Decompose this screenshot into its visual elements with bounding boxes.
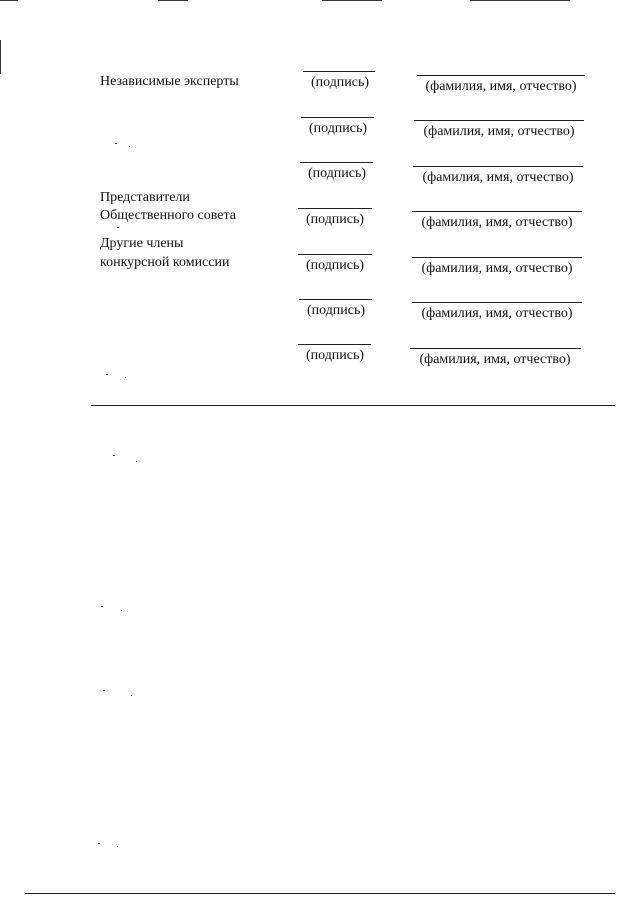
signature-line (299, 299, 372, 300)
scan-mark-left (0, 40, 1, 74)
scan-speck (129, 146, 130, 147)
council-label-line2: Общественного совета (100, 208, 236, 223)
others-label-line2: конкурсной комиссии (100, 255, 230, 270)
bottom-rule (25, 893, 615, 894)
scan-speck (125, 377, 126, 378)
scan-speck (136, 461, 137, 462)
name-line (412, 302, 582, 303)
name-caption: (фамилия, имя, отчество) (422, 170, 574, 185)
others-label-line1: Другие члены (100, 236, 184, 251)
scan-speck (117, 227, 119, 228)
section-divider (91, 405, 615, 406)
signature-line (303, 71, 375, 72)
name-line (412, 211, 582, 212)
scan-speck (117, 846, 118, 847)
scan-speck (103, 690, 105, 691)
signature-caption: (подпись) (307, 166, 367, 181)
signature-caption: (подпись) (305, 258, 365, 273)
council-label-line1: Представители (100, 190, 190, 205)
scan-speck (101, 606, 103, 607)
signature-caption: (подпись) (305, 212, 365, 227)
name-line (417, 75, 585, 76)
signature-line (301, 117, 374, 118)
signature-line (298, 344, 371, 345)
scan-speck (121, 610, 122, 611)
scan-speck (115, 143, 117, 144)
name-caption: (фамилия, имя, отчество) (423, 124, 575, 139)
scan-mark-top (470, 0, 570, 1)
signature-caption: (подпись) (308, 121, 368, 136)
signature-line (298, 208, 372, 209)
name-line (412, 257, 582, 258)
name-line (410, 348, 581, 349)
name-caption: (фамилия, имя, отчество) (421, 261, 573, 276)
scan-speck (131, 695, 132, 696)
name-caption: (фамилия, имя, отчество) (425, 79, 577, 94)
signature-caption: (подпись) (306, 303, 366, 318)
name-line (413, 166, 583, 167)
name-line (414, 120, 584, 121)
scan-speck (98, 843, 100, 844)
scan-mark-top (158, 0, 188, 1)
signature-caption: (подпись) (310, 75, 370, 90)
experts-label: Независимые эксперты (100, 74, 239, 89)
name-caption: (фамилия, имя, отчество) (421, 215, 573, 230)
signature-line (300, 162, 373, 163)
name-caption: (фамилия, имя, отчество) (419, 352, 571, 367)
scan-mark-top (322, 0, 382, 1)
scan-speck (106, 374, 108, 375)
name-caption: (фамилия, имя, отчество) (421, 306, 573, 321)
signature-caption: (подпись) (305, 348, 365, 363)
scan-mark-top (0, 0, 18, 1)
scan-speck (113, 455, 115, 456)
signature-line (298, 254, 372, 255)
